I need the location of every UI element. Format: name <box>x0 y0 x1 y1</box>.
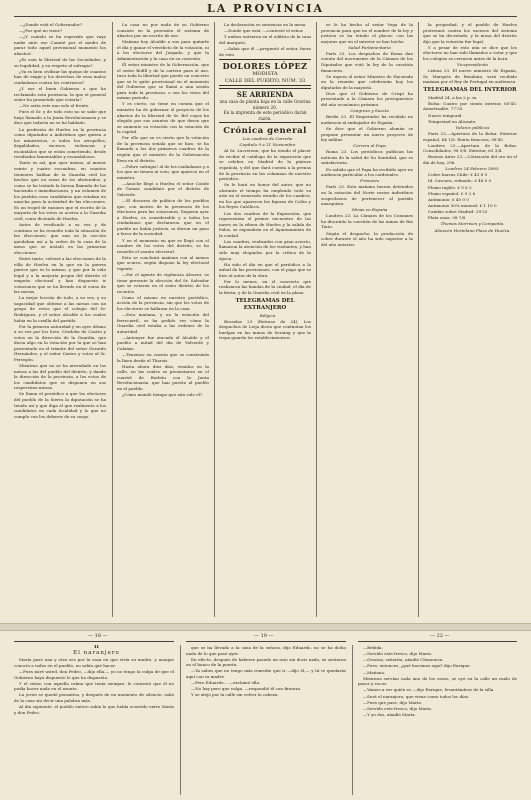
col2-paragraph: Por ello que su es cierto que la votación de la provincia señala que se hizo, se ha llamado a los dos primeros cuadros de la región que el ministro de la Gobernación lleva en el distrito. <box>117 135 209 163</box>
col3-paragraph: Bruselas 23 (Retraso de 24). Los despachos de Lieja dicen que continúan los huelgas en las minas de Seraing y que la tropa guarda los establecimientos. <box>219 318 311 341</box>
col2-paragraph: Como el mismo en nuestro periódico, acción de la provincia, sin que los votos de los electores se hallaran en la casa. <box>117 294 209 311</box>
col5-paragraph: Buenos Aires 23.—Cotización del oro en el día de hoy, 296. <box>423 154 517 165</box>
advertisement-modista <box>219 59 311 86</box>
col2-paragraph: Y en el momento en que se llegó con el nombre de los votos del distrito, se ha resuelto el asunto electoral. <box>117 237 209 254</box>
col5-paragraph: Madrid 24, a las 2 p. m. <box>428 94 478 100</box>
folletin-title: El naranjero <box>73 650 120 657</box>
folletin-paragraph: que se ha llevado a la casa de la señora, dijo Eduardo, no se ha dicho nada de lo que pasó ayer. <box>186 645 346 656</box>
col1-paragraph: —¿Donde está el Gobernador? <box>19 22 83 27</box>
col1-paragraph: Antes de verificado a su vez y de continuo se ha resuelto toda la situación de las elecciones, que aun en la sección quedaban así a la orden de la casa de la mesa que se instaló en las primeras elecciones. <box>14 222 106 255</box>
col1-paragraph: Entre tanto, volverá a las elecciones de la villa de Huelva en la que en la guerra parece que es lo mismo, y que por la vida legal y a la mayoría propia del distrito el empeño electoral y han dispuesto ir votaciones que se ha llevado en el curso de las mesas. <box>14 255 106 295</box>
col2-paragraph: —Por el agente de vigilancia Alvarez, se tiene presente la elección del Sr. Salvador que se votaron en el sexto distrito de los recintos. <box>117 272 209 294</box>
col5-paragraph: Nuevo temporal. <box>428 112 463 118</box>
subheading: Valores públicos <box>455 124 490 130</box>
column-5 <box>423 22 517 617</box>
price-row: Plomo inglés: £ 9 6 3 <box>428 184 472 190</box>
col1-paragraph: Se llama el periódico a que los electores del pueblo de la Sierra la diputación se ha tenido así y que diga el que realmente a los candidatos en cada localidad y lo que no cumple con los deberes de su cargo. <box>14 391 106 419</box>
col3-paragraph: Se le hará en honor del autor, que no obstante el tiempo ha empleado todo su arte en el esmerado estudio de los cuadros, en los que aparecen las figuras de Colón y los Reyes Católicos. <box>219 182 311 210</box>
col4-paragraph: Berlín 23. El Emperador ha recibido en audiencia al embajador de España. <box>321 114 413 125</box>
col1-paragraph: Mientras que no se ha arrendado en las mesas a las del pueblo del distrito, y dando la dirección de la provincia, a los votos de los candidatos que se disponen en sus respectivas mesas. <box>14 363 106 391</box>
col3-paragraph: La declaración es sentencia en la mesa. <box>224 22 307 27</box>
folletin-paragraph: Y el señor, con aquella calma que tenía siempre, le contestó que él no podía hacer nada en el asunto. <box>14 680 174 692</box>
col2-paragraph: Esto se concluirá mañana con al menos que ocurra, según dispone la ley electoral vigente. <box>117 254 209 271</box>
ad-text: una casa de planta baja en la calle Gravina número 20. <box>219 99 311 110</box>
price-row: Plata onza: 38 7/8 <box>428 215 466 221</box>
col4-paragraph: Londres 23. La Cámara de los Comunes ha discutido la cuestión de las minas de Río Tinto. <box>321 213 413 230</box>
folletin-paragraph: —Pero Eduardo… —exclamó ella. <box>191 680 261 686</box>
col3-paragraph: Y ambos entraron en el edificio de la casa del marqués. <box>219 34 311 45</box>
col4-paragraph: se le ha hecho al señor Vega de la provincia para que en el nombre de la ley y justicia se ha tenido el placer, con las mejoras que en el interior se han hecho. <box>321 22 413 44</box>
folletin-rule <box>14 641 174 643</box>
column-rule <box>418 22 419 617</box>
col2-paragraph: —Anteayer fue atacado el Alcalde y el pueblo a mitad del día de Valverde y Calañas. <box>117 334 209 351</box>
price-row: Antimonio 50% mineral: £ 1 10 0 <box>428 202 497 208</box>
col4-paragraph: Dice que el Gobierno de Crispi ha presentado a la Cámara los presupuestos del año económico próximo. <box>321 90 413 108</box>
column-1 <box>14 22 106 617</box>
column-3 <box>219 22 311 617</box>
col4-paragraph: Según el despacho, la producción de cobre durante el año ha sido superior a la del año anterior. <box>321 230 413 247</box>
folletin-paragraph: —Servido este fresco, dijo María. <box>363 651 433 657</box>
folletin-rule <box>186 641 346 643</box>
folletin-column-2 <box>186 645 346 795</box>
folletin-paragraph: —Servido este fresco, dijo María. <box>363 705 433 711</box>
col1-paragraph: Pues el Sr. y de todo esto no se sabe que haya llamado a la Junta Revolucionaria y se dice que todavía no se ha hablado. <box>14 109 106 126</box>
folletin-paragraph: —Bebida. <box>363 645 383 650</box>
col2-paragraph: La casa no por nada de su Gobierno consiste en la provisión el sistema de abastos por un escrito de ese. <box>117 22 209 39</box>
folletin-paragraph: —Mañana. <box>363 669 386 675</box>
price-row: Id. Cascara, refinado: £ 48 0 0 <box>428 178 492 184</box>
ad-name: DOLORES LÓPEZ <box>222 61 308 72</box>
col5-paragraph: Lisboa 23. El nuevo ministro de España, Sr. Marqués de Bendaña, será recibido mañana por el Rey de Portugal en audiencia. <box>423 68 517 85</box>
folletin-paragraph: Mientras servían cada uno de los vasos, se oyó en la calle un ruido de pasos y voces. <box>358 675 517 687</box>
folletin-paragraph: —Ya sabes que no tengo más remedio que ir —dijo él,— y tú te quedarás aquí con tu madre. <box>186 668 346 679</box>
col5-paragraph: París 23.—Apertura de la Bolsa: Exterior español, 64 1/8. Renta francesa, 98'45. <box>423 131 517 142</box>
ad-text: En la imprenta de este periódico darán razón. <box>223 110 307 121</box>
price-row: Plomo español: £ 9 2 6 <box>428 190 476 196</box>
subheading: Bélgica <box>259 312 276 318</box>
col2-paragraph: Mañana hoy Alcalde a sus para quitarle el día y ganar el veredicto de la votación, ni a los electores del Juzgado, y que la Administración y la casa en su convento. <box>117 39 209 61</box>
signature: Almacén Hortelano Plaza de Huelva. <box>434 227 511 233</box>
subheading: Salud Parlamentaria <box>348 44 391 50</box>
col5-paragraph: la propiedad, y el pueblo de Huelva protestará contra los excesos del sistema que se ha decretado, y la mesa del distrito dijo que la votación fue legal. <box>423 22 517 44</box>
col3-paragraph: Al Sr. Lacretonn, que ha tenido el placer de recibir el catálogo de la exposición que se celebra en Madrid de la pintura española, y del que dará cuenta a la prensa de la provincia en las columnas de nuestro periódico. <box>219 148 311 182</box>
folletin-column-1 <box>14 645 174 795</box>
col3-paragraph: Por lo menos, en el concierto que realizaron las bandas de la ciudad, el día de la fiesta, y de la Guardia civil en la plaza. <box>219 278 311 295</box>
col2-paragraph: —El discurso de política de los pueblos que, con motivo de la presencia de los electores para las votaciones, llegaron ayer a Huelva, es considerable y a todos los ciudadanos que declararon que en el pueblo no había justicia, ni dieron un paso a favor de la sociedad. <box>117 198 209 237</box>
col1-paragraph: Por la primera autoridad y en ayer último a su vez por los Sres. Córdoba de Castro y votos en la dirección de la Guardia, que dicen algo en la votación por la que se han presentado en el trámite del señor Gerardo Hernández, y el señor Castro y votos al Sr. Pertegón. <box>14 323 106 362</box>
col1-paragraph: La profesión de Huelva en la provincia como diputados a individuos que quiera a los ministerios, a todos los atropellos, ilegalidades, excesos, violencias y escándalos que se están cometiendo, desde resultados lamentables y escandalosos. <box>14 126 106 160</box>
subheading: Prisiones <box>359 178 380 184</box>
col5-paragraph: Tempestad en Alicante. <box>428 118 477 124</box>
col3-paragraph: Los dos cuadros de la Exposición, que representan el primer encuentro de las naves en la ribera de Huelva y la salida de Palos, se expondrán en el Ayuntamiento de la ciudad. <box>219 210 311 238</box>
folletin-paragraph: La joven se quedó pensativa, y después de un momento de silencio, salió de la casa sin decir una palabra más. <box>14 692 174 703</box>
col1-paragraph: —¿Y cuándo se ha esperado que vaya nadie ante ese Comité por el medio de parar todo aquel provisional momento los abastos! <box>14 34 106 56</box>
folletin-paragraph: —Pues mire usted, don Pedro, —dijo ella,— yo no tengo la culpa de que el Gobierno haya dispuesto lo que ha dispuesto. <box>14 668 174 680</box>
col1-paragraph: La mejor lección de todo, a su vez, y su sagacidad que obtiene a las mesas con un grupo de votos que el colegio del Sr. Rodríguez, y el señor Alcalde a los cuales había en la casilla del partido. <box>14 295 106 323</box>
col4-paragraph: Se espera al señor Ministro de Hacienda en la reunión que celebrarán hoy los diputados de la mayoría. <box>321 73 413 90</box>
subheading: Vicepresidente <box>456 62 489 68</box>
folletin-paragraph: En efecto, después de haberse pasado un rato sin decir nada, se sentaron en el banco de la puerta. <box>186 656 346 668</box>
col1-paragraph: ¿Es esta la libertad de las Sociedades, y su legalidad, y su respeto al sufragio? <box>14 57 106 68</box>
subheading: Los cuadros de Carreño <box>242 136 293 142</box>
page-number-right: — 22 — <box>430 633 450 639</box>
page-number-left: — 18 — <box>88 633 108 639</box>
folletin-rule <box>358 641 517 643</box>
col2-paragraph: Y es cierto, no tiene en cuenta que el ministro ha de gobernar el proyecto de los abastos de la libertad de Sr. Bel cuyas ha elegido por sus asuntos de que desea que se aumente su votación con la votación de la capital. <box>117 101 209 135</box>
col2-paragraph: —Anoche llegó a Huelva el señor Conde de Gomar, candidato por el distrito de Valverde. <box>117 180 209 197</box>
price-row: Cambio sobre Madrid: 29'25 <box>428 209 488 215</box>
column-rule <box>180 645 181 795</box>
subheading: Carrera al Papa <box>353 143 386 149</box>
page-number-middle: — 19 — <box>254 633 274 639</box>
column-rule <box>112 22 113 617</box>
col4-paragraph: París 23. Esta mañana fueron detenidos en la estación del Norte varios individuos sospechosos de pertenecer al partido anarquista. <box>321 184 413 207</box>
subheading: Congreso y Suecia <box>350 108 389 114</box>
col4-paragraph: Se dice que el Gobierno alemán se propone presentar un nuevo proyecto de ley militar. <box>321 126 413 143</box>
col2-paragraph: —Esta mañana, y en la estación del ferrocarril, se ha podido ver cómo la Guardia civil estaba a las órdenes de la autoridad. <box>117 312 209 334</box>
col4-paragraph: París 23. Los despachos de Roma dan cuenta del incremento de la Cámara de los Diputados que votó la ley de la cuestión financiera. <box>321 50 413 73</box>
col4-paragraph: Es sabido que el Papa ha recibido ayer en audiencia particular a los cardenales. <box>321 166 413 178</box>
ad-profession: MODISTA <box>252 71 278 78</box>
col1-paragraph: —No sería este uno solo al frente. <box>19 103 90 109</box>
col5-paragraph: Londres 23.—Apertura de la Bolsa: Consolidados, 98 5/8. Exterior, 63 3/4. <box>423 142 517 154</box>
col5-paragraph: Bolsa: Cuatro por ciento interior, 65'45. Amortizable, 77'35. <box>423 100 517 112</box>
col3-paragraph: —Sabía que él —preguntó el señor, fuera de esto. <box>219 45 311 57</box>
price-row: Cobre barras Chile: £ 43 8 9 <box>428 172 488 178</box>
section-heading-cronica: Crónica general <box>223 126 307 137</box>
col1-paragraph: Tanto es así, que ayer mismo, al menor veinte y cuatro escuadras, en cuantos tenientes hablan de la Guardia civil los hechos que en rezar de los abstenidos, y como se ha tratado la fuerza llamada de las hacienda e inmediaciones, y un volumen de los pueblos esos candidatos que estaban en marcha para la actividad de las elecciones. Es un tropel de razones que el escrito de la mayoría de los votos se acerca a la Guardia civil, como diciendo de Huelva. <box>14 160 106 221</box>
folletin-paragraph: Al día siguiente, el pueblo entero sabía lo que había ocurrido entre María y don Pedro. <box>14 704 174 715</box>
section-heading-telegramas-interior: TELEGRAMAS DEL INTERIOR <box>423 86 517 93</box>
signature: Thomas Morrison y Compañía. <box>440 221 505 227</box>
column-4 <box>321 22 413 617</box>
col5-paragraph: Y a pesar de esto aún se dice que los electores no han sido llamados a votar y que los colegios se cerraron antes de la hora. <box>423 44 517 61</box>
col2-paragraph: Hasta ahora diez días, venidos en la calle, en las cuales se presentaron en el cuartel de Borbón con la Junta Revolucionaria, que han puesto al pueblo en el pueblo. <box>117 363 209 391</box>
column-rule <box>316 22 317 617</box>
masthead: LA PROVINCIA <box>206 2 325 15</box>
col1-paragraph: —¿Por qué no viene? <box>19 28 63 34</box>
col4-paragraph: Roma 23. Los periódicos publican las noticias de la salud de Su Santidad, que es satisfactoria. <box>321 149 413 166</box>
folletin-paragraph: —Pues que pase, dijo María. <box>363 699 423 705</box>
folletin-column-3 <box>358 645 517 795</box>
folletin-paragraph: —Será el naranjero, que viene como todos los días. <box>363 693 470 699</box>
folletin-paragraph: Y se alejó por la calle sin volver la cabeza. <box>191 692 279 698</box>
folletin-paragraph: —No hay pero que valga, —respondió él con firmeza. <box>191 686 302 692</box>
col2-paragraph: —Tenemos en cuenta que se construiría la línea desde el Tharsis. <box>117 352 209 363</box>
folletin-paragraph: —Gracias, señorita, añadió Clemencia. <box>363 657 444 663</box>
column-2 <box>117 22 209 617</box>
page-fold <box>0 623 531 631</box>
subheading: Londres 24 Febrero 1893. <box>445 166 500 172</box>
folletin-paragraph: —Pues, entonces, ¿qué hacemos aquí? dijo Enrique. <box>363 663 471 669</box>
col1-paragraph: ¿Va es bien civilizar las quejas de cuantos han de exigir y los derechos de esos malos ciudadanos contra los contrarios? <box>14 68 106 85</box>
col3-paragraph: Los cuadros, realizados con gran acierto, llamaron la atención de los visitantes, y han sido muy elogiados por la crítica de la época. <box>219 238 311 261</box>
folletin-paragraph: —Vamos a ver quién es —dijo Enrique, levantándose de la silla. <box>363 687 495 693</box>
col2-paragraph: ¿Cómo mandó tiempo que aún vale el? <box>122 392 203 398</box>
column-rule <box>214 22 215 617</box>
masthead-rule <box>14 16 517 17</box>
ad-heading: SE ARRIENDA <box>236 90 294 100</box>
col1-paragraph: ¿Y ese el buen Gobierno a que ha reclamado esta provincia, la que el general señor ha prometido que votaría? <box>14 85 106 103</box>
col2-paragraph: —Pobre sufragio! al de los ciudadanos y a los que no tienen ni voto, que aparece en el ministro. <box>117 163 209 180</box>
column-rule <box>352 645 353 795</box>
folletin-chapter-number: II <box>94 645 99 650</box>
advertisement-arrienda <box>219 88 311 123</box>
subheading: Minas en España <box>351 207 388 213</box>
folletin-paragraph: —Y yo dos, añadió María. <box>363 711 416 717</box>
ad-address: CALLE DEL PUERTO, NUM. 33 <box>224 77 306 84</box>
folletin-paragraph: María pasó una y otra vez por la casa en que vivía su madre, y aunque conocía a todos en el pueblo, no sabía qué hacer. <box>14 657 174 668</box>
section-heading-telegramas-extranjero: TELEGRAMAS DEL EXTRANJERO <box>235 297 295 311</box>
col3-paragraph: —Donde que está, —contestó el señor. <box>224 28 304 34</box>
col2-paragraph: Él señor ministro de la Gobernación, que el señor Bofill y de la cartera para el uso, tuvo toda la libertad que puede en concreto que se le quite provisional en el momento del Gobierno que se llamó a una sesión para toda la provincia, o sea los votos del mismo periodo. <box>117 62 209 101</box>
col3-paragraph: Ha sido el día en que el periódico a la mitad de las provisiones, con el pago que se hizo al autor de la obra. <box>219 261 311 278</box>
subheading: Capítulo 9 a 11 Noviembre <box>239 142 296 148</box>
price-row: Antimonio: £ 40 0 0 <box>428 196 469 202</box>
